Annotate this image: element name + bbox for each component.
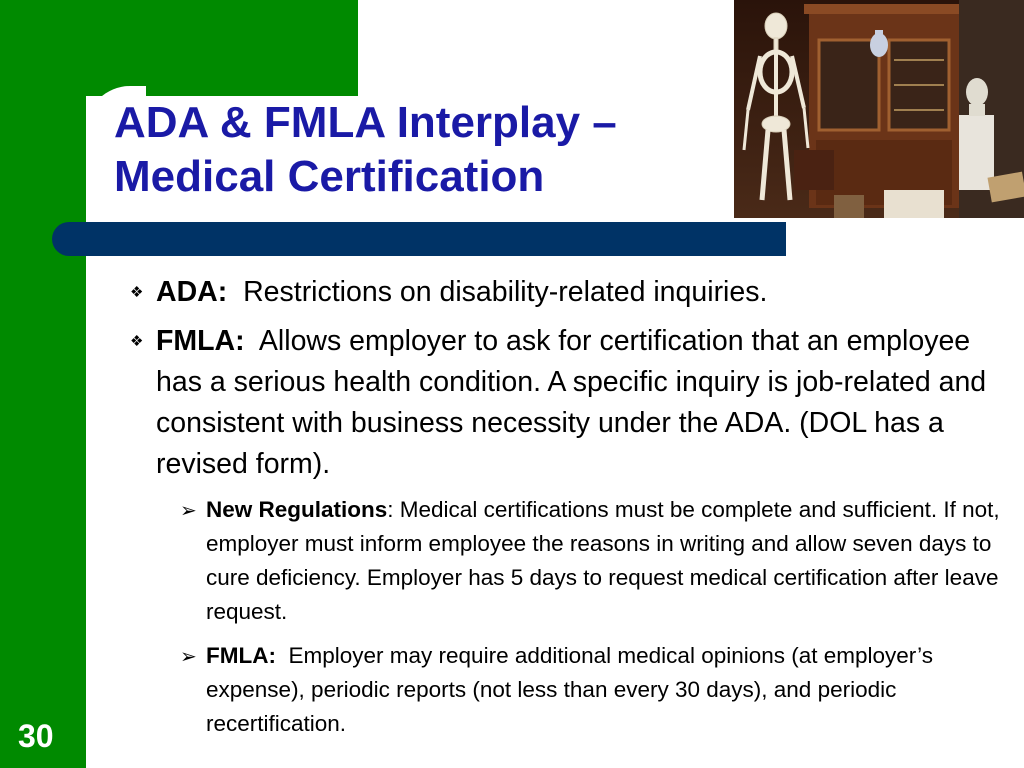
slide-title	[114, 96, 617, 204]
diamond-bullet-icon: ❖	[130, 333, 144, 350]
top-green-block	[86, 0, 358, 96]
title-line-1: ADA & FMLA Interplay –	[114, 98, 617, 147]
title-line-2: Medical Certification	[114, 152, 545, 201]
bullet-label: ADA:	[156, 276, 228, 308]
sub-bullet-label: FMLA:	[206, 643, 276, 668]
arrow-bullet-icon: ➢	[180, 646, 197, 668]
bullet-fmla	[128, 321, 1008, 485]
bullet-label: FMLA:	[156, 325, 245, 357]
museum-photo-icon	[734, 0, 1024, 218]
diamond-bullet-icon: ❖	[130, 284, 144, 301]
sub-bullet-text: : Medical certifications must be complete and sufficient. If not, employer must inform employee the reasons in writing and allow seven days to cure deficiency. Employer has 5 days to request medical certification after leave request.	[206, 497, 1000, 624]
sub-bullet-text: Employer may require additional medical opinions (at employer’s expense), periodic reports (not less than every 30 days), and periodic recertification.	[206, 643, 933, 736]
bullet-text: Restrictions on disability-related inquiries.	[243, 276, 768, 308]
slide-body	[128, 272, 1008, 751]
arrow-bullet-icon: ➢	[180, 500, 197, 522]
sub-bullet-new-regulations	[178, 493, 1008, 629]
sub-bullet-fmla	[178, 639, 1008, 741]
title-divider-bar	[52, 222, 786, 256]
bullet-ada	[128, 272, 1008, 313]
slide-number: 30	[18, 718, 54, 754]
bullet-text: Allows employer to ask for certification that an employee has a serious health condition. A specific inquiry is job-related and consistent with business necessity under the ADA. (DOL has a revised form).	[156, 325, 987, 480]
sub-bullet-label: New Regulations	[206, 497, 388, 522]
left-green-bar	[0, 0, 86, 768]
